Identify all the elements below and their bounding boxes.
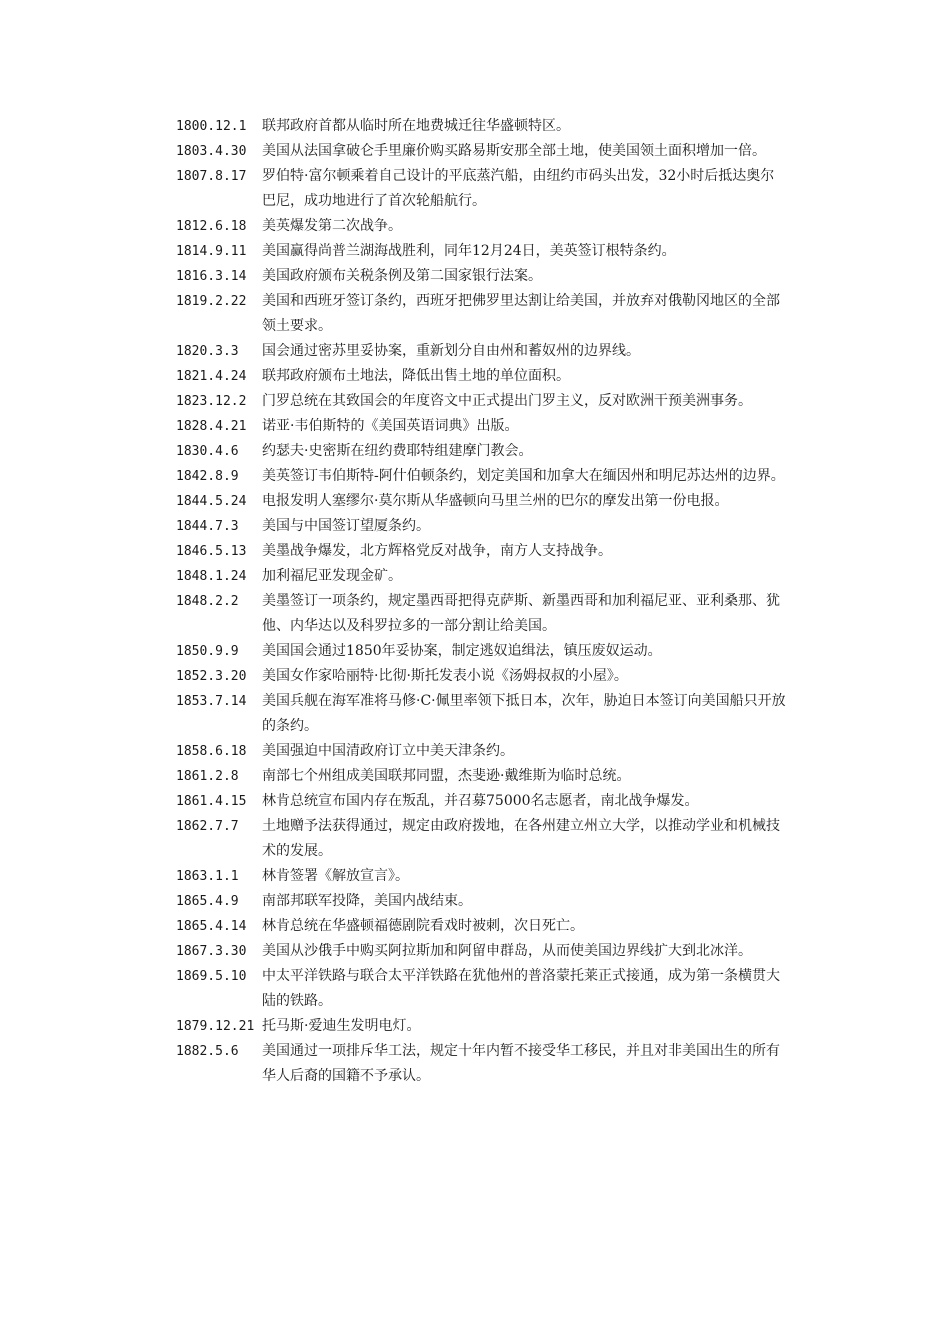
entry-text: 美国从沙俄手中购买阿拉斯加和阿留申群岛，从而使美国边界线扩大到北冰洋。 [262, 943, 752, 959]
entry-text: 加利福尼亚发现金矿。 [262, 568, 402, 584]
entry-text: 土地赠予法获得通过，规定由政府拨地，在各州建立州立大学，以推动学业和机械技术的发展。 [262, 818, 780, 859]
entry-text: 美国赢得尚普兰湖海战胜利，同年12月24日，美英签订根特条约。 [262, 243, 676, 259]
entry-date: 1820.3.3 [176, 344, 239, 359]
entry-text: 林肯总统宣布国内存在叛乱，并召募75000名志愿者，南北战争爆发。 [262, 793, 699, 809]
timeline-entry [176, 514, 786, 539]
timeline-entry [176, 1014, 786, 1039]
entry-date: 1882.5.6 [176, 1044, 239, 1059]
timeline-entry [176, 889, 786, 914]
entry-date: 1861.4.15 [176, 794, 247, 809]
timeline-entry [176, 689, 786, 739]
entry-date: 1862.7.7 [176, 819, 239, 834]
entry-text: 美国强迫中国清政府订立中美天津条约。 [262, 743, 514, 759]
entry-text: 南部七个州组成美国联邦同盟，杰斐逊·戴维斯为临时总统。 [262, 768, 631, 784]
timeline-entry [176, 564, 786, 589]
entry-text: 门罗总统在其致国会的年度咨文中正式提出门罗主义，反对欧洲干预美洲事务。 [262, 393, 752, 409]
entry-date: 1819.2.22 [176, 294, 247, 309]
timeline-entry [176, 414, 786, 439]
timeline-entry [176, 864, 786, 889]
entry-text: 美墨战争爆发，北方辉格党反对战争，南方人支持战争。 [262, 543, 612, 559]
entry-date: 1848.1.24 [176, 569, 247, 584]
entry-date: 1807.8.17 [176, 169, 247, 184]
timeline-entry [176, 539, 786, 564]
timeline-entry [176, 389, 786, 414]
entry-text: 托马斯·爱迪生发明电灯。 [262, 1018, 421, 1034]
timeline-entry [176, 439, 786, 464]
entry-text: 联邦政府颁布土地法，降低出售土地的单位面积。 [262, 368, 570, 384]
entry-text: 联邦政府首都从临时所在地费城迁往华盛顿特区。 [262, 118, 570, 134]
entry-date: 1865.4.14 [176, 919, 247, 934]
entry-date: 1863.1.1 [176, 869, 239, 884]
entry-date: 1848.2.2 [176, 594, 239, 609]
entry-date: 1821.4.24 [176, 369, 247, 384]
entry-date: 1867.3.30 [176, 944, 247, 959]
entry-text: 美英签订韦伯斯特-阿什伯顿条约，划定美国和加拿大在缅因州和明尼苏达州的边界。 [262, 468, 785, 484]
timeline-entry [176, 214, 786, 239]
entry-date: 1823.12.2 [176, 394, 247, 409]
timeline-entry [176, 489, 786, 514]
timeline-entry [176, 964, 786, 1014]
entry-date: 1800.12.1 [176, 119, 247, 134]
entry-date: 1850.9.9 [176, 644, 239, 659]
timeline-entry [176, 289, 786, 339]
timeline-entry [176, 114, 786, 139]
entry-text: 诺亚·韦伯斯特的《美国英语词典》出版。 [262, 418, 519, 434]
entry-date: 1852.3.20 [176, 669, 247, 684]
entry-date: 1853.7.14 [176, 694, 247, 709]
entry-text: 国会通过密苏里妥协案，重新划分自由州和蓄奴州的边界线。 [262, 343, 640, 359]
timeline-entry [176, 914, 786, 939]
entry-text: 美国兵舰在海军准将马修·C·佩里率领下抵日本，次年，胁迫日本签订向美国船只开放的条约。 [262, 693, 786, 734]
entry-text: 电报发明人塞缪尔·莫尔斯从华盛顿向马里兰州的巴尔的摩发出第一份电报。 [262, 493, 729, 509]
entry-text: 美英爆发第二次战争。 [262, 218, 402, 234]
entry-date: 1858.6.18 [176, 744, 247, 759]
entry-date: 1816.3.14 [176, 269, 247, 284]
entry-text: 美墨签订一项条约，规定墨西哥把得克萨斯、新墨西哥和加利福尼亚、亚利桑那、犹他、内华达以及科罗拉多的一部分割让给美国。 [262, 593, 780, 634]
entry-text: 美国政府颁布关税条例及第二国家银行法案。 [262, 268, 542, 284]
timeline-entry [176, 764, 786, 789]
timeline-entry [176, 739, 786, 764]
timeline-entry [176, 364, 786, 389]
timeline-entry [176, 264, 786, 289]
timeline-entry [176, 789, 786, 814]
entry-text: 林肯签署《解放宣言》。 [262, 868, 409, 884]
timeline-entry [176, 164, 786, 214]
entry-date: 1828.4.21 [176, 419, 247, 434]
entry-text: 林肯总统在华盛顿福德剧院看戏时被刺，次日死亡。 [262, 918, 584, 934]
entry-date: 1803.4.30 [176, 144, 247, 159]
entry-text: 美国女作家哈丽特·比彻·斯托发表小说《汤姆叔叔的小屋》。 [262, 668, 628, 684]
timeline-entry [176, 464, 786, 489]
timeline-entry [176, 339, 786, 364]
entry-text: 美国通过一项排斥华工法，规定十年内暂不接受华工移民，并且对非美国出生的所有华人后裔的国籍不予承认。 [262, 1043, 780, 1084]
timeline-entry [176, 139, 786, 164]
entry-date: 1879.12.21 [176, 1019, 255, 1034]
entry-text: 美国国会通过1850年妥协案，制定逃奴追缉法，镇压废奴运动。 [262, 643, 662, 659]
timeline-entry [176, 814, 786, 864]
timeline-entry [176, 589, 786, 639]
entry-text: 罗伯特·富尔顿乘着自己设计的平底蒸汽船，由纽约市码头出发，32小时后抵达奥尔巴尼，成功地进行了首次轮船航行。 [262, 168, 775, 209]
timeline-entry [176, 939, 786, 964]
entry-date: 1846.5.13 [176, 544, 247, 559]
entry-date: 1814.9.11 [176, 244, 247, 259]
entry-text: 南部邦联军投降，美国内战结束。 [262, 893, 472, 909]
entry-date: 1844.7.3 [176, 519, 239, 534]
timeline-list [176, 114, 786, 1089]
timeline-entry [176, 664, 786, 689]
entry-text: 美国从法国拿破仑手里廉价购买路易斯安那全部土地，使美国领土面积增加一倍。 [262, 143, 766, 159]
entry-text: 约瑟夫·史密斯在纽约费耶特组建摩门教会。 [262, 443, 533, 459]
entry-date: 1861.2.8 [176, 769, 239, 784]
timeline-entry [176, 639, 786, 664]
entry-date: 1869.5.10 [176, 969, 247, 984]
entry-date: 1842.8.9 [176, 469, 239, 484]
entry-date: 1865.4.9 [176, 894, 239, 909]
entry-text: 美国与中国签订望厦条约。 [262, 518, 430, 534]
entry-date: 1844.5.24 [176, 494, 247, 509]
timeline-entry [176, 1039, 786, 1089]
entry-text: 美国和西班牙签订条约，西班牙把佛罗里达割让给美国，并放弃对俄勒冈地区的全部领土要求。 [262, 293, 780, 334]
timeline-entry [176, 239, 786, 264]
entry-date: 1812.6.18 [176, 219, 247, 234]
entry-date: 1830.4.6 [176, 444, 239, 459]
entry-text: 中太平洋铁路与联合太平洋铁路在犹他州的普洛蒙托莱正式接通，成为第一条横贯大陆的铁路。 [262, 968, 780, 1009]
